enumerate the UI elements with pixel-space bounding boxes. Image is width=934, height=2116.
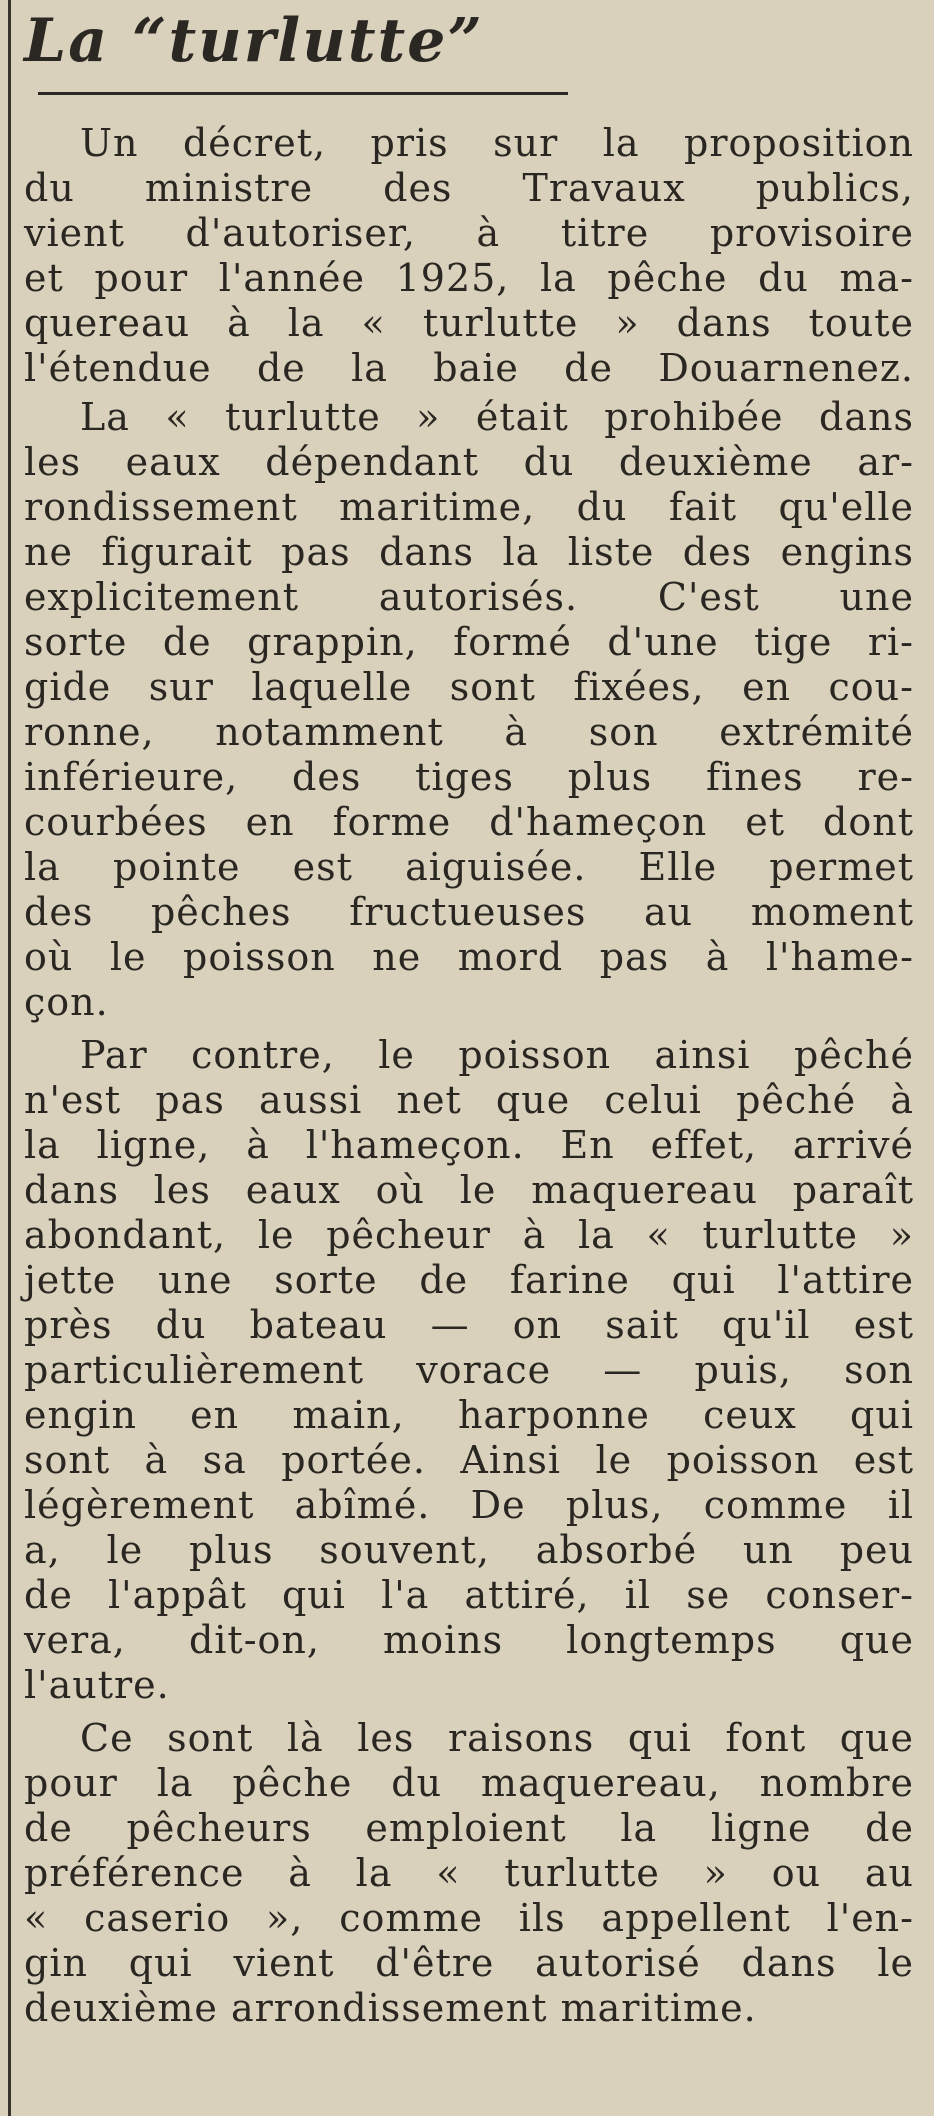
text-line: ne figurait pas dans la liste des engins [24, 530, 914, 574]
text-line: Par contre, le poisson ainsi pêché [80, 1033, 914, 1077]
text-line: ronne, notamment à son extrémité [24, 710, 914, 754]
text-line: abondant, le pêcheur à la « turlutte » [24, 1213, 914, 1257]
text-line: quereau à la « turlutte » dans toute [24, 301, 914, 345]
text-line: et pour l'année 1925, la pêche du ma- [24, 256, 914, 300]
article [24, 0, 914, 2031]
text-line: l'autre. [24, 1663, 170, 1707]
text-line: les eaux dépendant du deuxième ar- [24, 440, 914, 484]
text-line: pour la pêche du maquereau, nombre [24, 1761, 914, 1805]
text-line: deuxième arrondissement maritime. [24, 1986, 757, 2030]
text-line: où le poisson ne mord pas à l'hame- [24, 935, 914, 979]
text-line: engin en main, harponne ceux qui [24, 1393, 914, 1437]
text-line: légèrement abîmé. De plus, comme il [24, 1483, 914, 1527]
text-line: n'est pas aussi net que celui pêché à [24, 1078, 914, 1122]
text-line: sont à sa portée. Ainsi le poisson est [24, 1438, 914, 1482]
text-line: la ligne, à l'hameçon. En effet, arrivé [24, 1123, 914, 1167]
text-line: préférence à la « turlutte » ou au [24, 1851, 914, 1895]
text-line: dans les eaux où le maquereau paraît [24, 1168, 914, 1212]
text-line: La « turlutte » était prohibée dans [80, 395, 914, 439]
text-line: vera, dit-on, moins longtemps que [24, 1618, 914, 1662]
text-line: rondissement maritime, du fait qu'elle [24, 485, 914, 529]
text-line: a, le plus souvent, absorbé un peu [24, 1528, 914, 1572]
text-line: particulièrement vorace — puis, son [24, 1348, 914, 1392]
text-line: courbées en forme d'hameçon et dont [24, 800, 914, 844]
paragraph-2 [24, 395, 914, 1025]
text-line: l'étendue de la baie de Douarnenez. [24, 346, 914, 390]
text-line: du ministre des Travaux publics, [24, 166, 914, 210]
text-line: la pointe est aiguisée. Elle permet [24, 845, 914, 889]
text-line: explicitement autorisés. C'est une [24, 575, 914, 619]
text-line: jette une sorte de farine qui l'attire [24, 1258, 914, 1302]
text-line: des pêches fructueuses au moment [24, 890, 914, 934]
text-line: çon. [24, 980, 109, 1024]
column-rule [8, 0, 11, 2116]
paragraph-4 [24, 1716, 914, 2031]
text-line: sorte de grappin, formé d'une tige ri- [24, 620, 914, 664]
text-line: « caserio », comme ils appellent l'en- [24, 1896, 914, 1940]
text-line: vient d'autoriser, à titre provisoire [24, 211, 914, 255]
paragraph-3 [24, 1033, 914, 1708]
paragraph-1 [24, 121, 914, 391]
text-line: gin qui vient d'être autorisé dans le [24, 1941, 914, 1985]
text-line: près du bateau — on sait qu'il est [24, 1303, 914, 1347]
text-line: de pêcheurs emploient la ligne de [24, 1806, 914, 1850]
text-line: de l'appât qui l'a attiré, il se conser- [24, 1573, 914, 1617]
text-line: Ce sont là les raisons qui font que [80, 1716, 914, 1760]
text-line: Un décret, pris sur la proposition [80, 121, 914, 165]
text-line: gide sur laquelle sont fixées, en cou- [24, 665, 914, 709]
article-title: La “turlutte” [24, 6, 484, 76]
text-line: inférieure, des tiges plus fines re- [24, 755, 914, 799]
title-underline [38, 92, 568, 95]
